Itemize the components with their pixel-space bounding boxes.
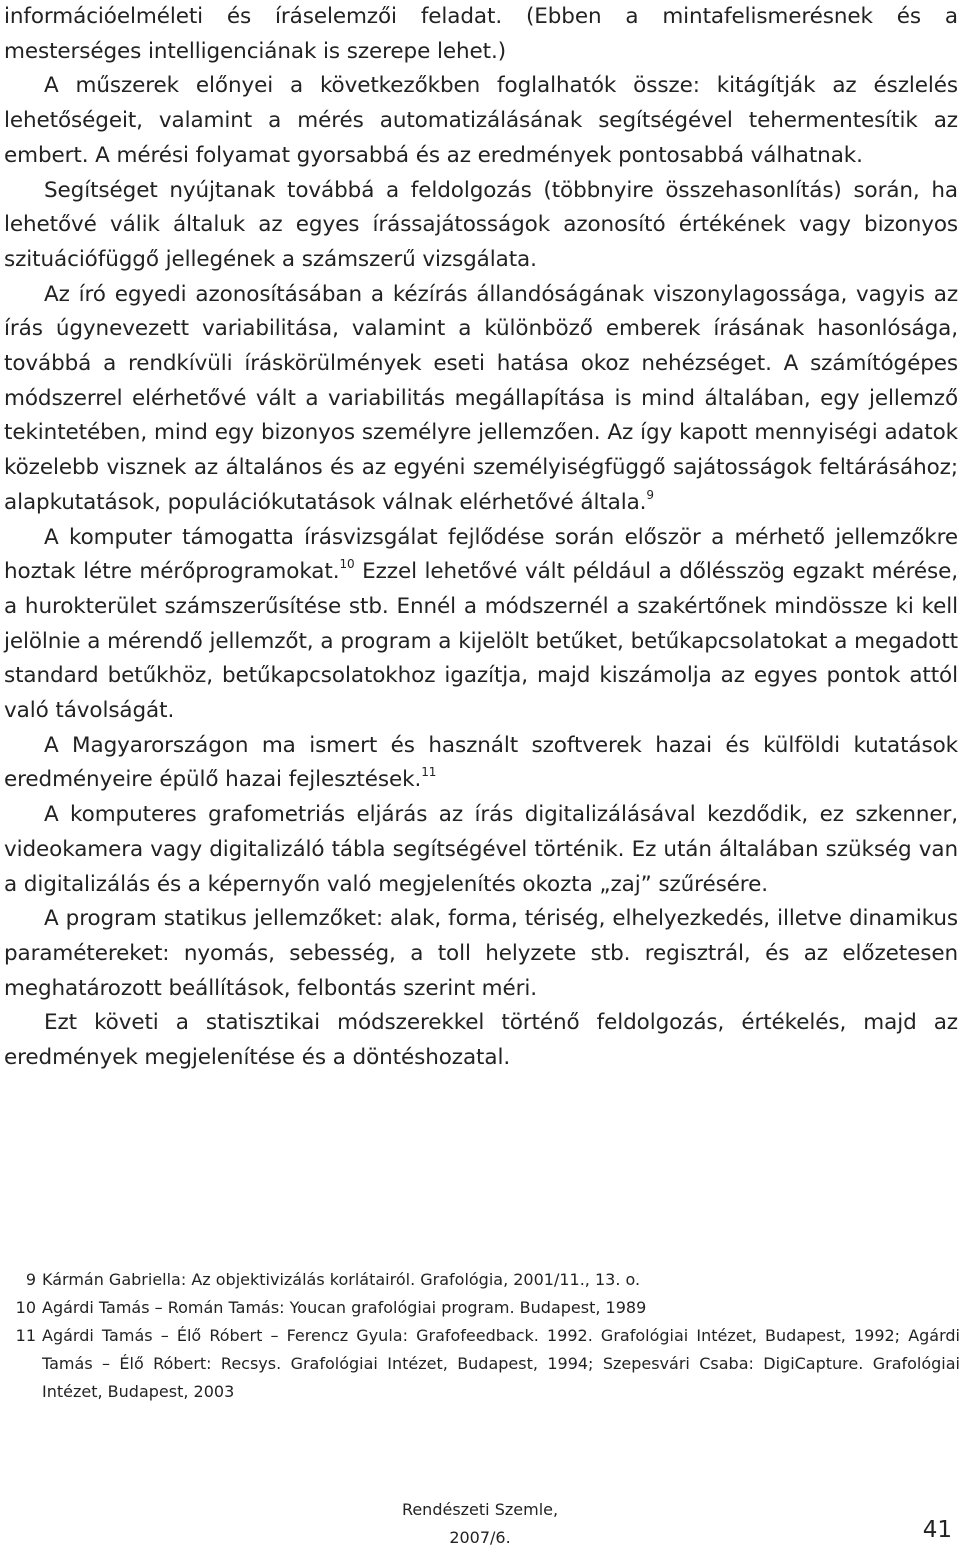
footnote-10 (0, 1294, 960, 1322)
paragraph-5-text-b: Ezzel lehetővé vált például a dőlésszög egzakt mérése, a hurokterület számszerűsítése stb. Ennél a módszernél a szakértőnek mindössze ki kell jelölnie a mérendő jellemzőt, a program a kijelölt betűket, betűkapcsolatokat a megadott standard betűkhöz, betűkapcsolatokhoz igazítja, majd kiszámolja az egyes pontok attól való távolságát. (4, 559, 958, 724)
paragraph-8: A program statikus jellemzőket: alak, forma, tériség, elhelyezkedés, illetve dinamikus paramétereket: nyomás, sebesség, a toll helyzete stb. regisztrál, és az előzetesen meghatározott beállítások, felbontás szerint méri. (4, 906, 958, 1001)
footnote-ref-9: 9 (646, 487, 654, 502)
footnotes (0, 1266, 960, 1406)
footnote-text: Agárdi Tamás – Román Tamás: Youcan grafológiai program. Budapest, 1989 (42, 1298, 647, 1317)
footnote-number: 11 (15, 1326, 36, 1345)
paragraph-5 (4, 521, 958, 729)
footnote-11 (0, 1322, 960, 1406)
footnote-ref-11: 11 (421, 765, 437, 780)
footnote-ref-10: 10 (339, 557, 355, 572)
paragraph-7: A komputeres grafometriás eljárás az írás digitalizálásával kezdődik, ez szkenner, videokamera vagy digitalizáló tábla segítségével történik. Ez után általában szükség van a digitalizálás és a képernyőn való megjelenítés okozta „zaj” szűrésére. (4, 802, 958, 897)
footnote-number: 10 (15, 1298, 36, 1317)
paragraph-3: Segítséget nyújtanak továbbá a feldolgozás (többnyire összehasonlítás) során, ha lehetővé válik általuk az egyes írássajátosságok azonosító értékének vagy bizonyos szituációfüggő jellegének a számszerű vizsgálata. (4, 177, 958, 272)
page-number: 41 (922, 1517, 952, 1543)
article-body (4, 0, 958, 1076)
footnote-number: 9 (25, 1270, 36, 1289)
footnote-text: Agárdi Tamás – Élő Róbert – Ferencz Gyula: Grafofeedback. 1992. Grafológiai Intézet, Budapest, 1992; Agárdi Tamás – Élő Róbert: Recsys. Grafológiai Intézet, Budapest, 1994; Szepesvári Csaba: DigiCapture. Grafológiai Intézet, Budapest, 2003 (42, 1326, 960, 1401)
paragraph-2: A műszerek előnyei a következőkben foglalhatók össze: kitágítják az észlelés lehetőségeit, valamint a mérés automatizálásának segítségével tehermentesítik az embert. A mérési folyamat gyorsabbá és az eredmények pontosabbá válhatnak. (4, 73, 958, 168)
paragraph-6 (4, 729, 958, 798)
footnote-text: Kármán Gabriella: Az objektivizálás korlátairól. Grafológia, 2001/11., 13. o. (42, 1270, 641, 1289)
paragraph-5-text-a: A komputer támogatta írásvizsgálat fejlődése során először a mérhető jellemzőkre hoztak létre mérőprogramokat. (4, 524, 958, 585)
paragraph-4 (4, 278, 958, 521)
journal-name: Rendészeti Szemle, (401, 1500, 559, 1519)
paragraph-4-text: Az író egyedi azonosításában a kézírás állandóságának viszonylagossága, vagyis az írás úgynevezett variabilitása, valamint a különböző emberek írásának hasonlósága, továbbá a rendkívüli íráskörülmények eseti hatása okoz nehézséget. A számítógépes módszerrel elérhetővé vált a variabilitás megállapítása is mind általában, egy jellemző tekintetében, mind egy bizonyos személyre jellemzően. Az így kapott mennyiségi adatok közelebb visznek az általános és az egyéni személyiségfüggő sajátosságok feltárásához; alapkutatások, populációkutatások válnak elérhetővé általa. (4, 281, 958, 515)
paragraph-9: Ezt követi a statisztikai módszerekkel történő feldolgozás, értékelés, majd az eredmények megjelenítése és a döntéshozatal. (4, 1010, 958, 1071)
journal-footer (360, 1496, 600, 1552)
paragraph-6-text: A Magyarországon ma ismert és használt szoftverek hazai és külföldi kutatások eredményeire épülő hazai fejlesztések. (4, 732, 958, 793)
journal-issue: 2007/6. (449, 1528, 511, 1547)
paragraph-1: információelméleti és íráselemzői feladat. (Ebben a mintafelismerésnek és a mesterséges intelligenciának is szerepe lehet.) (4, 4, 958, 64)
footnote-9 (0, 1266, 960, 1294)
